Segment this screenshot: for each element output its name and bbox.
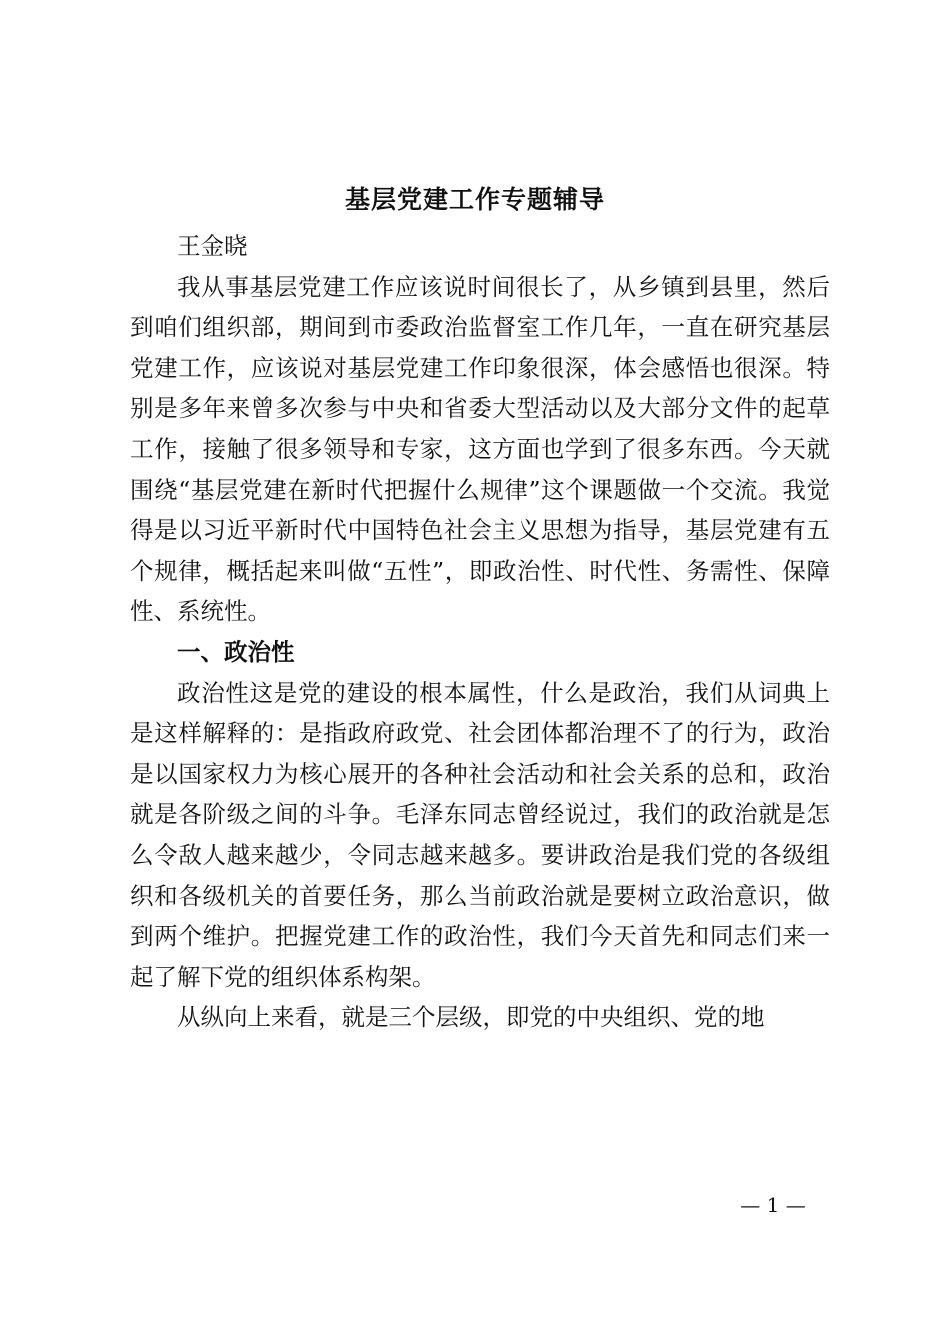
paragraph-vertical: 从纵向上来看，就是三个层级，即党的中央组织、党的地: [177, 1003, 765, 1032]
document-title: 基层党建工作专题辅导: [344, 185, 605, 214]
section-heading-political: 一、政治性: [177, 637, 295, 666]
paragraph-political: 政治性这是党的建设的根本属性，什么是政治，我们从词典上是这样解释的：是指政府政党、社会团体都治理不了的行为，政治是以国家权力为核心展开的各种社会活动和社会关系的总和，政治就是各阶级之间的斗争。毛泽东同志曾经说过，我们的政治就是怎么令敌人越来越少，令同志越来越多。要讲政治是我们党的各级组织和各级机关的首要任务，那么当前政治就是要树立政治意识，做到两个维护。把握党建工作的政治性，我们今天首先和同志们来一起了解下党的组织体系构架。: [130, 678, 830, 991]
page-number: — 1 —: [740, 1193, 806, 1217]
author-name: 王金晓: [177, 232, 248, 260]
document-body: [130, 226, 830, 1038]
paragraph-intro: 我从事基层党建工作应该说时间很长了，从乡镇到县里，然后到咱们组织部，期间到市委政治监督室工作几年，一直在研究基层党建工作，应该说对基层党建工作印象很深，体会感悟也很深。特别是多年来曾多次参与中央和省委大型活动以及大部分文件的起草工作，接触了很多领导和专家，这方面也学到了很多东西。今天就围绕“基层党建在新时代把握什么规律”这个课题做一个交流。我觉得是以习近平新时代中国特色社会主义思想为指导，基层党建有五个规律，概括起来叫做“五性”，即政治性、时代性、务需性、保障性、系统性。: [130, 272, 830, 626]
